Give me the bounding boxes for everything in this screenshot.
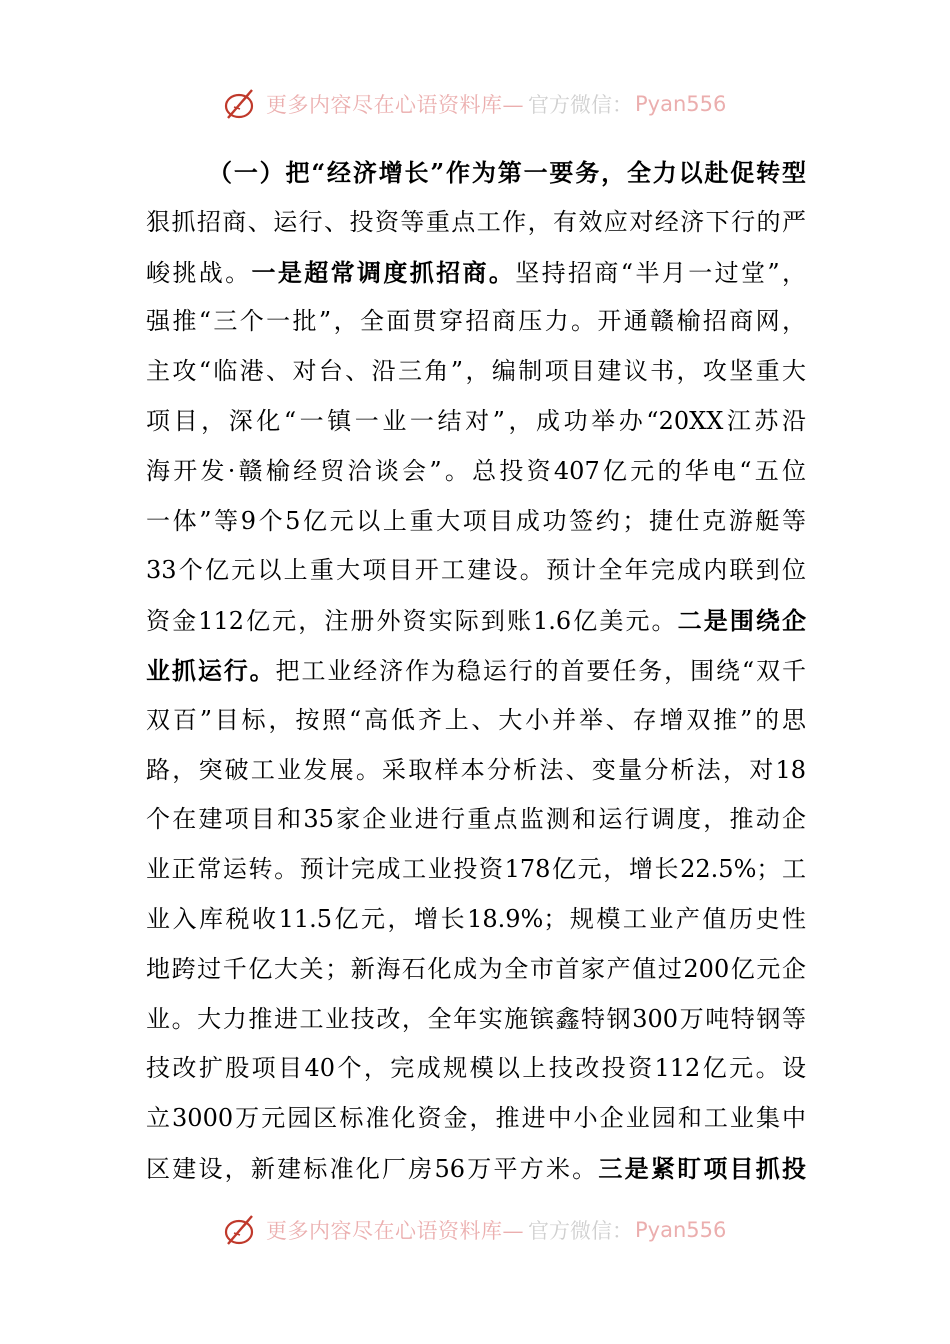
header-banner-inner [222,84,726,124]
text-segment: 业入库税收11.5亿元，增长18.9%；规模工业产值历史性 [146,904,806,933]
text-line [146,696,806,746]
text-segment: 把工业经济作为稳运行的首要任务，围绕“双千 [275,656,806,685]
bold-text-segment: 业抓运行。 [146,655,276,685]
text-line [146,297,806,347]
text-line [146,447,806,497]
text-line [146,895,806,945]
text-segment: 路，突破工业发展。采取样本分析法、变量分析法，对18 [146,755,806,784]
bold-text-segment: 二是围绕企 [677,606,806,636]
text-segment: 资金112亿元，注册外资实际到账1.6亿美元。 [146,607,678,636]
header-banner-text: 更多内容尽在心语资料库— [266,93,524,117]
text-line [146,1144,806,1194]
text-line [146,198,806,248]
text-segment: 33个亿元以上重大项目开工建设。预计全年完成内联到位 [146,556,806,585]
text-segment: 坚持招商“半月一过堂”， [515,258,806,287]
text-line [146,795,806,845]
text-line [146,646,806,696]
text-line [146,347,806,397]
body-text [146,148,806,1194]
footer-banner [0,1210,950,1250]
text-segment: 峻挑战。 [146,258,252,287]
bold-text-segment: （一）把“经济增长”作为第一要务，全力以赴促转型 [208,158,806,187]
text-line [146,845,806,895]
text-line [146,945,806,995]
text-segment: 地跨过千亿大关；新海石化成为全市首家产值过200亿元企 [146,954,806,983]
footer-banner-inner [222,1210,726,1250]
text-segment: 技改扩股项目40个，完成规模以上技改投资112亿元。设 [146,1054,806,1083]
text-line [146,397,806,447]
footer-banner-text: 更多内容尽在心语资料库— [266,1219,524,1243]
text-segment: 区建设，新建标准化厂房56万平方米。 [146,1154,599,1183]
footer-banner-id: Pyan556 [635,1218,727,1242]
header-banner-wechat: 官方微信： [528,93,633,117]
text-line [146,1044,806,1094]
bold-text-segment: 一是超常调度抓招商。 [251,257,516,287]
text-line [146,546,806,596]
text-segment: 个在建项目和35家企业进行重点监测和运行调度，推动企 [146,805,806,834]
text-segment: 主攻“临港、对台、沿三角”，编制项目建议书，攻坚重大 [146,357,806,386]
text-line [146,248,806,298]
text-segment: 立3000万元园区标准化资金，推进中小企业园和工业集中 [146,1104,806,1133]
text-segment: 狠抓招商、运行、投资等重点工作，有效应对经济下行的严 [146,207,806,236]
text-line [146,995,806,1045]
text-segment: 强推“三个一批”，全面贯穿招商压力。开通赣榆招商网， [146,307,806,336]
text-line [146,746,806,796]
quill-logo-icon [222,85,260,123]
bold-text-segment: 三是紧盯项目抓投 [598,1153,806,1183]
quill-logo-icon [222,1211,260,1249]
header-banner [0,84,950,124]
footer-banner-wechat: 官方微信： [528,1219,633,1243]
text-line [146,596,806,646]
text-segment: 项目，深化“一镇一业一结对”，成功举办“20XX江苏沿 [146,406,806,435]
text-line [146,497,806,547]
text-segment: 一体”等9个5亿元以上重大项目成功签约；捷仕克游艇等 [146,506,806,535]
text-segment: 双百”目标，按照“高低齐上、大小并举、存增双推”的思 [146,705,806,734]
text-segment: 海开发·赣榆经贸洽谈会”。总投资407亿元的华电“五位 [146,456,806,485]
text-segment: 业正常运转。预计完成工业投资178亿元，增长22.5%；工 [146,855,806,884]
text-line [146,1094,806,1144]
text-segment: 业。大力推进工业技改，全年实施镔鑫特钢300万吨特钢等 [146,1004,806,1033]
section-heading-line [146,148,806,198]
header-banner-id: Pyan556 [635,92,727,116]
